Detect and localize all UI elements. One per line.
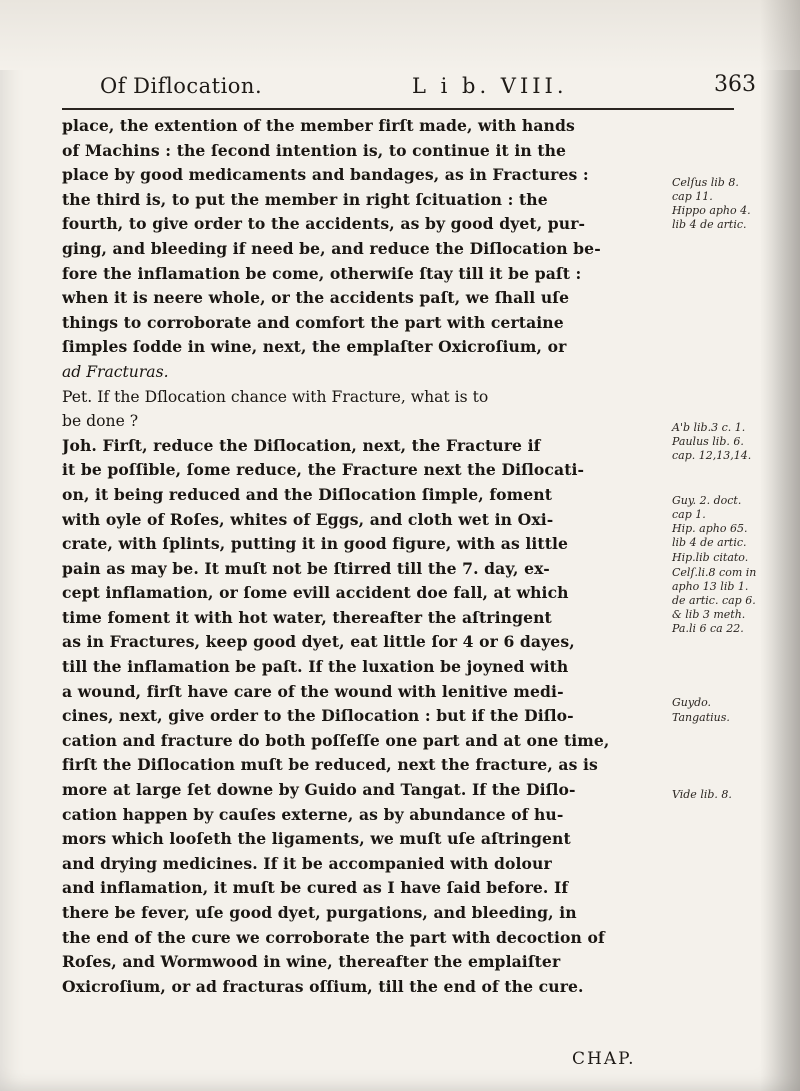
margin-note: lib 4 de artic. xyxy=(672,536,747,549)
text-line: ad Fracturas. xyxy=(62,362,169,381)
margin-note: & lib 3 meth. xyxy=(672,608,746,621)
margin-note: apho 13 lib 1. xyxy=(672,580,749,593)
text-line: be done ? xyxy=(62,412,139,431)
text-line: it be poſſible, ſome reduce, the Fracture next the Diſlocati- xyxy=(62,460,585,480)
catchword: CHAP. xyxy=(572,1049,636,1069)
text-line: mors which looſeth the ligaments, we muſt uſe aſtringent xyxy=(62,829,571,849)
text-line: the end of the cure we corroborate the part with decoction of xyxy=(62,927,605,947)
text-line: ging, and bleeding if need be, and reduce the Diſlocation be- xyxy=(62,238,601,258)
text-line: till the inflamation be paſt. If the luxation be joyned with xyxy=(62,657,569,677)
text-line: on, it being reduced and the Diſlocation ſimple, foment xyxy=(62,484,553,504)
margin-note: Hip. apho 65. xyxy=(672,522,748,535)
text-line: ſimples ſodde in wine, next, the emplaſter Oxicroſium, or xyxy=(62,337,567,357)
text-line: crate, with ſplints, putting it in good figure, with as little xyxy=(62,534,569,554)
text-line: place, the extention of the member firſt made, with hands xyxy=(62,116,575,135)
margin-note: lib 4 de artic. xyxy=(672,218,747,231)
margin-note: Pa.li 6 ca 22. xyxy=(672,622,744,635)
margin-note: Celſus lib 8. xyxy=(672,176,739,189)
text-line: Pet. If the Dſlocation chance with Fracture, what is to xyxy=(62,387,489,406)
text-line: and drying medicines. If it be accompanied with dolour xyxy=(62,853,552,873)
text-line: time foment it with hot water, thereafter the aſtringent xyxy=(62,607,552,627)
text-line: of Machins : the ſecond intention is, to continue it in the xyxy=(62,140,567,160)
text-line: cation and fracture do both poſſeſſe one part and at one time, xyxy=(62,730,610,750)
text-line: there be fever, uſe good dyet, purgations, and bleeding, in xyxy=(62,903,577,922)
margin-note: Celſ.li.8 com in xyxy=(672,566,757,579)
text-line: as in Fractures, keep good dyet, eat little ſor 4 or 6 dayes, xyxy=(62,632,575,652)
text-line: cept inflamation, or ſome evill accident doe fall, at which xyxy=(62,583,569,603)
page-gutter-shadow xyxy=(760,0,800,1091)
text-line: Roſes, and Wormwood in wine, thereafter the emplaiſter xyxy=(62,952,561,972)
running-head: Of Diflocation. xyxy=(100,74,263,98)
margin-note: A'b lib.3 c. 1. xyxy=(672,421,746,434)
body-text xyxy=(62,114,654,999)
margin-note: Guy. 2. doct. xyxy=(672,494,742,507)
text-line: cation happen by cauſes externe, as by abundance of hu- xyxy=(62,804,564,824)
text-line: when it is neere whole, or the accidents paſt, we ſhall uſe xyxy=(62,288,570,308)
margin-note: cap 11. xyxy=(672,190,713,203)
margin-note: cap 1. xyxy=(672,508,706,521)
text-line: Joh. Firſt, reduce the Diſlocation, next, the Fracture if xyxy=(62,435,541,455)
margin-note: Hippo apho 4. xyxy=(672,204,751,217)
text-line: with oyle of Roſes, whites of Eggs, and cloth wet in Oxi- xyxy=(62,509,554,529)
header-rule xyxy=(62,108,734,110)
page-header xyxy=(0,72,800,108)
page-number: 363 xyxy=(714,72,756,97)
margin-note: Vide lib. 8. xyxy=(672,788,732,801)
text-line: cines, next, give order to the Diſlocation : but if the Diſlo- xyxy=(62,706,574,726)
text-line: the third is, to put the member in right ſcituation : the xyxy=(62,189,548,209)
text-line: more at large ſet downe by Guido and Tangat. If the Diſlo- xyxy=(62,780,576,800)
text-line: and inflamation, it muſt be cured as I have ſaid before. If xyxy=(62,878,569,898)
text-line: fore the inflamation be come, otherwiſe ſtay till it be paſt : xyxy=(62,263,582,283)
margin-note: cap. 12,13,14. xyxy=(672,449,752,462)
text-line: pain as may be. It muſt not be ſtirred till the 7. day, ex- xyxy=(62,558,550,578)
margin-note: Tangatius. xyxy=(672,711,730,724)
page-top-edge xyxy=(0,0,800,70)
margin-note: de artic. cap 6. xyxy=(672,594,756,607)
text-line: firſt the Diſlocation muſt be reduced, next the fracture, as is xyxy=(62,755,598,775)
margin-note: Guydo. xyxy=(672,696,712,709)
book-label: L i b. VIII. xyxy=(412,74,568,98)
text-line: things to corroborate and comfort the part with certaine xyxy=(62,312,564,332)
text-line: fourth, to give order to the accidents, as by good dyet, pur- xyxy=(62,214,586,234)
text-line: a wound, firſt have care of the wound with lenitive medi- xyxy=(62,681,564,701)
text-line: Oxicroſium, or ad fracturas oſſium, till the end of the cure. xyxy=(62,976,584,996)
margin-note: Hip.lib citato. xyxy=(672,551,749,564)
text-line: place by good medicaments and bandages, as in Fractures : xyxy=(62,165,589,185)
margin-note: Paulus lib. 6. xyxy=(672,435,744,448)
